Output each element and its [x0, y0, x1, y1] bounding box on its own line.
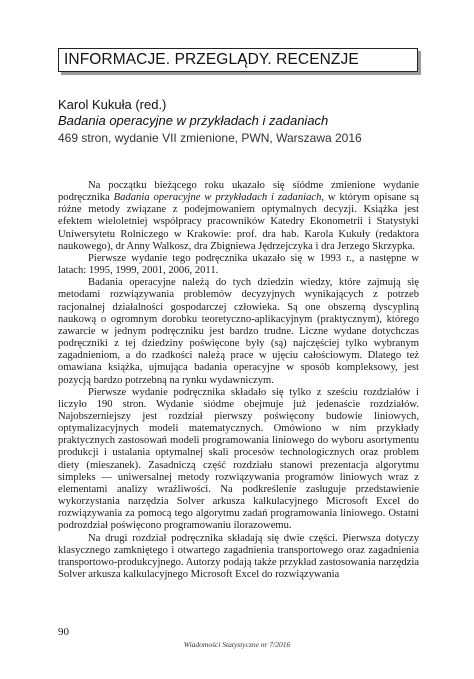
- paragraph-2: Pierwsze wydanie tego podręcznika ukazało się w 1993 r., a następne w latach: 1995, 1999, 2001, 2006, 2011.: [58, 252, 419, 277]
- paragraph-1-start: Na początku bieżącego roku ukazało się siódme zmienione wydanie podręcznika: [58, 180, 419, 204]
- page-number: 90: [58, 626, 69, 638]
- paragraph-3: Badania operacyjne należą do tych dziedzin wiedzy, które zajmują się metodami rozwiązywania problemów decyzyjnych wynikających z potrzeb racjonalnej działalności gospodarczej człowieka. Są one obszerną dyscypliną naukową o ogromnym dorobku teoretyczno-aplikacyjnym (praktycznym), którego zawarcie w jednym podręczniku jest bardzo trudne. Liczne wydane dotychczas podręczniki z tej dziedziny poświęcone były (są) najczęściej tylko wybranym zagadnieniom, a do rzadkości należą prace w ujęciu całościowym. Dlatego też omawiana książka, ujmująca badania operacyjne w sposób kompleksowy, jest pozycją bardzo potrzebną na rynku wydawniczym.: [58, 277, 419, 386]
- section-header: [58, 48, 418, 72]
- book-editor: Karol Kukuła (red.): [58, 97, 167, 112]
- paragraph-1-book-title: Badania operacyjne w przykładach i zadaniach: [113, 192, 322, 204]
- paragraph-4: Pierwsze wydanie podręcznika składało się tylko z sześciu rozdziałów i liczyło 190 stron. Wydanie siódme obejmuje już jedenaście rozdziałów. Najobszerniejszy jest rozdział pierwszy poświęcony budowie liniowych, optymalizacyjnych modeli matematycznych. Omówiono w nim przykłady praktycznych zastosowań modeli programowania liniowego do wyboru asortymentu produkcji i ustalania optymalnej skali procesów technologicznych oraz problem diety (mieszanek). Zasadniczą część rozdziału stanowi prezentacja algorytmu simpleks — uniwersalnej metody rozwiązywania programów liniowych wraz z elementami analizy wrażliwości. Na podkreślenie zasługuje przedstawienie wykorzystania narzędzia Solver arkusza kalkulacyjnego Microsoft Excel do rozwiązywania za pomocą tego algorytmu zadań programowania liniowego. Ostatni podrozdział poświęcono programowaniu ilorazowemu.: [58, 386, 419, 532]
- section-title: INFORMACJE. PRZEGLĄDY. RECENZJE: [64, 51, 359, 68]
- publication-info: 469 stron, wydanie VII zmienione, PWN, Warszawa 2016: [58, 131, 362, 145]
- paragraph-5: Na drugi rozdział podręcznika składają się dwie części. Pierwsza dotyczy klasycznego zamkniętego i otwartego zagadnienia transportowego oraz zagadnienia transportowo-produkcyjnego. Autorzy podają także przykład zastosowania narzędzia Solver arkusza kalkulacyjnego Microsoft Excel do rozwiązywania: [58, 532, 419, 580]
- paragraph-1: [58, 180, 419, 253]
- journal-footer: Wiadomości Statystyczne nr 7/2016: [183, 640, 291, 649]
- paragraph-1-end: , w którym opisane są różne metody związane z podejmowaniem optymalnych decyzji. Książka jest efektem wieloletniej współpracy pracowników Katedry Ekonometrii i Statystyki Uniwersytetu Rolniczego w Krakowie: prof. dra hab. Karola Kukuły (redaktora naukowego), dr Anny Walkosz, dra Zbigniewa Jędrzejczyka i dra Jerzego Skrzypka.: [58, 192, 419, 252]
- book-title: Badania operacyjne w przykładach i zadaniach: [58, 113, 329, 128]
- review-body: [58, 180, 419, 581]
